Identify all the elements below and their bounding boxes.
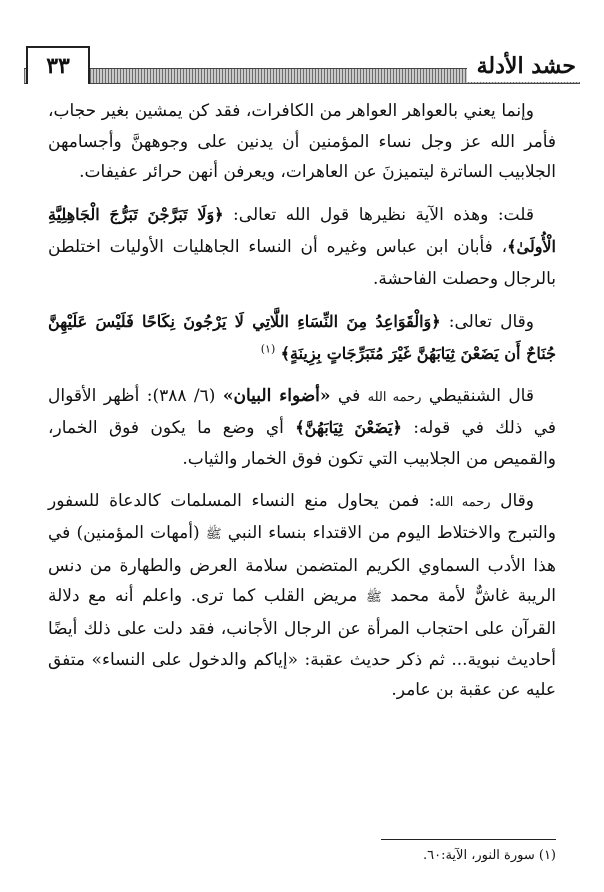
paragraph-5 — [48, 486, 556, 706]
page-body — [48, 96, 556, 717]
page-number-text: ٣٣ — [46, 53, 70, 79]
footnote-reference[interactable]: (١) — [260, 342, 276, 356]
paragraph-5-text-4: مريض القلب كما ترى. واعلم أنه مع دلالة القرآن على احتجاب المرأة عن الرجال الأجانب، فقد دلت على ذلك أيضًا أحاديث نبوية... ثم ذكر حديث عقبة: «إياكم والدخول على النساء» متفق عليه عن عقبة بن عامر. — [48, 586, 556, 701]
paragraph-4 — [48, 381, 556, 475]
paragraph-4-text-2: في — [330, 385, 368, 406]
paragraph-4-text-4: أي وضع ما يكون فوق الخمار، والقميص من الجلابيب التي تكون فوق الخمار والثياب. — [48, 418, 556, 469]
paragraph-2 — [48, 199, 556, 295]
honorific-salawat: ﷺ — [205, 527, 222, 543]
running-header — [24, 46, 580, 86]
paragraph-1: وإنما يعني بالعواهر العواهر من الكافرات، فقد كن يمشين بغير حجاب، فأمر الله عز وجل نساء المؤمنين أن يدنين على وجوههنَّ وأجسامهن الجلابيب الساترة ليتميزنَ عن العاهرات، ويعرفن أنهن حرائر عفيفات. — [48, 101, 556, 183]
quran-verse-al-ahzab: ﴿وَلَا تَبَرَّجْنَ تَبَرُّجَ الْجَاهِلِيَّةِ الْأُولَىٰ﴾ — [48, 204, 556, 256]
footnote-marker: (١) — [538, 848, 556, 863]
footnote-divider — [381, 839, 556, 840]
honorific-rahimahullah: رحمه الله — [434, 494, 491, 510]
honorific-salawat: ﷺ — [366, 590, 382, 606]
quran-verse-an-nur: ﴿وَالْقَوَاعِدُ مِنَ النِّسَاءِ اللَّاتِي لَا يَرْجُونَ نِكَاحًا فَلَيْسَ عَلَيْهِنَّ جُنَاحٌ أَن يَضَعْنَ ثِيَابَهُنَّ غَيْرَ مُتَبَرِّجَاتٍ بِزِينَةٍ﴾ — [48, 311, 556, 363]
paragraph-2-text-1: قلت: وهذه الآية نظيرها قول الله تعالى: — [223, 204, 534, 225]
page-number — [26, 46, 90, 84]
paragraph-4-text-1: قال الشنقيطي — [421, 385, 534, 406]
paragraph-3 — [48, 306, 556, 370]
quran-phrase: ﴿يَضَعْنَ ثِيَابَهُنَّ﴾ — [295, 418, 402, 438]
paragraph-4-text-3: (٦/ ٣٨٨): أظهر الأقوال في ذلك في قوله: — [48, 385, 556, 439]
book-title: «أضواء البيان» — [222, 385, 331, 406]
paragraph-5-text-3: (أمهات المؤمنين) في هذا الأدب السماوي الكريم المتضمن سلامة العرض والطهارة من دنس الريبة غاشٌّ لأمة محمد — [48, 523, 556, 607]
paragraph-5-text-1: وقال — [490, 490, 534, 511]
running-title: حشد الأدلة — [467, 50, 580, 82]
paragraph-2-text-2: ، فأبان ابن عباس وغيره أن النساء الجاهليات الأوليات اختلطن بالرجال وحصلت الفاحشة. — [48, 236, 556, 289]
footnote — [48, 846, 556, 866]
honorific-rahimahullah: رحمه الله — [367, 389, 422, 405]
paragraph-3-text-1: وقال تعالى: — [440, 311, 534, 332]
footnote-text: سورة النور، الآية:٦٠. — [422, 848, 535, 863]
paragraph-5-text-2: : فمن يحاول منع النساء المسلمات كالدعاة للسفور والتبرج والاختلاط اليوم من الاقتداء بنساء النبي — [48, 490, 556, 544]
